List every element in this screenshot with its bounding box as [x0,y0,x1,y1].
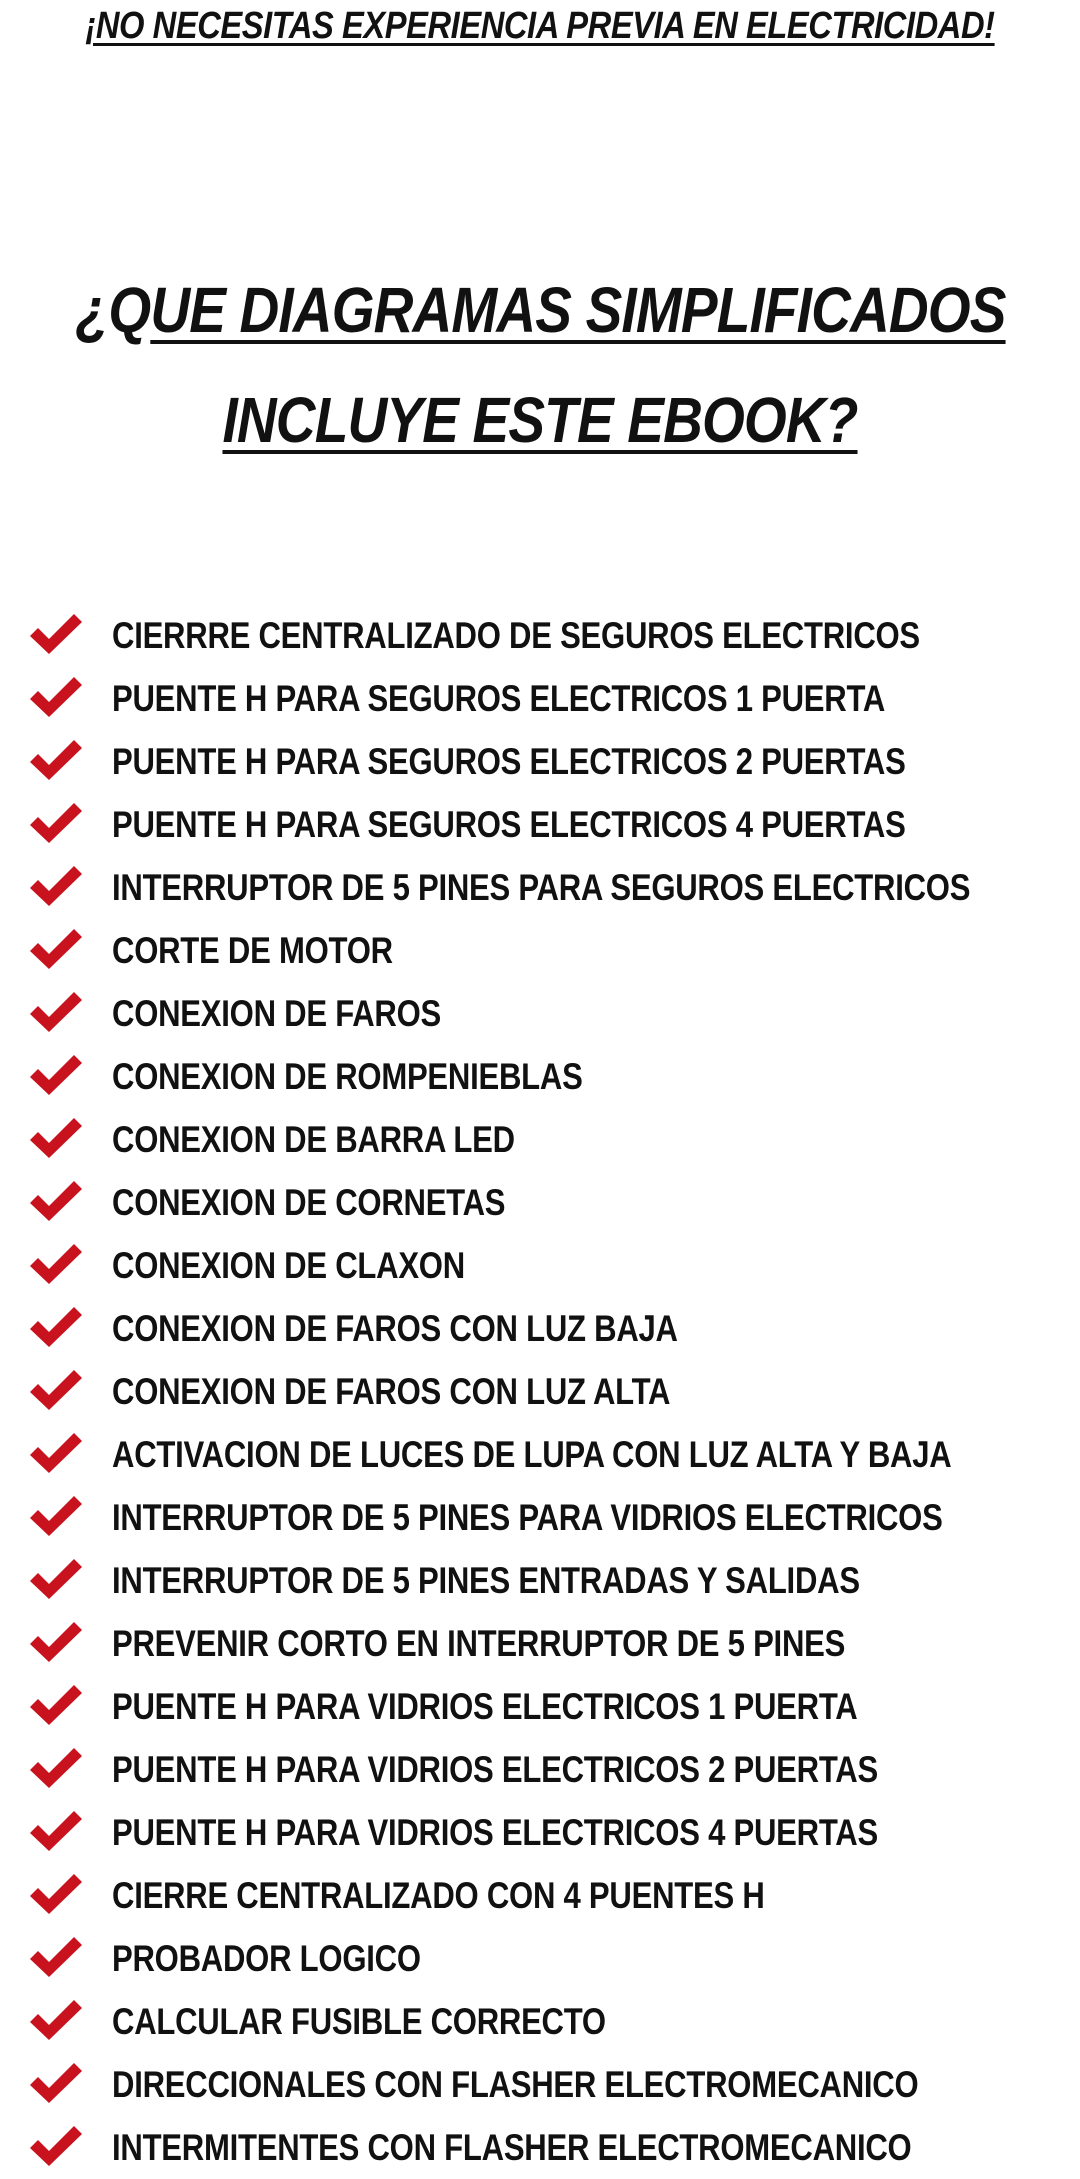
list-item [0,2116,1080,2179]
list-item-label: PUENTE H PARA SEGUROS ELECTRICOS 4 PUERTAS [112,804,906,845]
list-item-label: PROBADOR LOGICO [112,1938,421,1979]
list-item [0,1612,1080,1675]
check-icon [28,1872,84,1916]
list-item [0,1234,1080,1297]
check-icon [28,675,84,719]
check-icon [28,864,84,908]
list-item [0,1549,1080,1612]
list-item-label: DIRECCIONALES CON FLASHER ELECTROMECANICO [112,2064,919,2105]
list-item [0,1360,1080,1423]
check-icon [28,1935,84,1979]
list-item-label: PUENTE H PARA VIDRIOS ELECTRICOS 1 PUERTA [112,1686,858,1727]
check-icon [28,1683,84,1727]
list-item [0,604,1080,667]
check-icon [28,1494,84,1538]
check-icon [28,1368,84,1412]
list-item-label: CIERRRE CENTRALIZADO DE SEGUROS ELECTRICOS [112,615,920,656]
list-item-label: PUENTE H PARA VIDRIOS ELECTRICOS 4 PUERTAS [112,1812,878,1853]
headline-line-2-text: INCLUYE ESTE EBOOK? [222,384,858,456]
list-item-label: CONEXION DE FAROS [112,993,442,1034]
list-item-label: CONEXION DE BARRA LED [112,1119,515,1160]
check-icon [28,1242,84,1286]
headline-underlined: UE DIAGRAMAS SIMPLIFICADOS [150,274,1006,346]
list-item [0,1423,1080,1486]
list-item [0,1486,1080,1549]
list-item [0,919,1080,982]
feature-list [0,604,1080,2179]
headline-line-1 [76,255,1005,365]
list-item [0,1171,1080,1234]
list-item-label: INTERMITENTES CON FLASHER ELECTROMECANICO [112,2127,912,2168]
list-item-label: CONEXION DE CLAXON [112,1245,465,1286]
check-icon [28,612,84,656]
list-item-label: CALCULAR FUSIBLE CORRECTO [112,2001,606,2042]
check-icon [28,927,84,971]
list-item [0,1675,1080,1738]
list-item [0,1045,1080,1108]
list-item [0,1864,1080,1927]
check-icon [28,2124,84,2168]
list-item [0,1801,1080,1864]
list-item-label: ACTIVACION DE LUCES DE LUPA CON LUZ ALTA Y BAJA [112,1434,952,1475]
list-item-label: CORTE DE MOTOR [112,930,393,971]
top-banner: ¡NO NECESITAS EXPERIENCIA PREVIA EN ELECTRICIDAD! [85,5,995,47]
list-item [0,1990,1080,2053]
list-item-label: CONEXION DE FAROS CON LUZ BAJA [112,1308,678,1349]
list-item [0,1738,1080,1801]
check-icon [28,1746,84,1790]
check-icon [28,1557,84,1601]
check-icon [28,801,84,845]
list-item-label: CIERRE CENTRALIZADO CON 4 PUENTES H [112,1875,765,1916]
list-item [0,793,1080,856]
list-item-label: INTERRUPTOR DE 5 PINES PARA SEGUROS ELECTRICOS [112,867,971,908]
list-item-label: INTERRUPTOR DE 5 PINES ENTRADAS Y SALIDAS [112,1560,860,1601]
page-title [0,255,1080,475]
list-item [0,2053,1080,2116]
check-icon [28,1620,84,1664]
check-icon [28,2061,84,2105]
list-item [0,1297,1080,1360]
check-icon [28,1998,84,2042]
list-item [0,667,1080,730]
check-icon [28,1116,84,1160]
list-item-label: PUENTE H PARA SEGUROS ELECTRICOS 2 PUERTAS [112,741,906,782]
check-icon [28,1179,84,1223]
check-icon [28,738,84,782]
list-item-label: PUENTE H PARA VIDRIOS ELECTRICOS 2 PUERTAS [112,1749,878,1790]
check-icon [28,990,84,1034]
check-icon [28,1431,84,1475]
headline-line-2 [76,365,1005,475]
list-item [0,1108,1080,1171]
list-item-label: CONEXION DE ROMPENIEBLAS [112,1056,583,1097]
list-item-label: PREVENIR CORTO EN INTERRUPTOR DE 5 PINES [112,1623,846,1664]
check-icon [28,1809,84,1853]
headline-prefix: ¿Q [75,274,151,346]
check-icon [28,1305,84,1349]
list-item-label: CONEXION DE FAROS CON LUZ ALTA [112,1371,671,1412]
list-item-label: CONEXION DE CORNETAS [112,1182,506,1223]
list-item-label: INTERRUPTOR DE 5 PINES PARA VIDRIOS ELECTRICOS [112,1497,943,1538]
list-item [0,730,1080,793]
list-item [0,982,1080,1045]
list-item [0,1927,1080,1990]
list-item-label: PUENTE H PARA SEGUROS ELECTRICOS 1 PUERTA [112,678,886,719]
list-item [0,856,1080,919]
check-icon [28,1053,84,1097]
